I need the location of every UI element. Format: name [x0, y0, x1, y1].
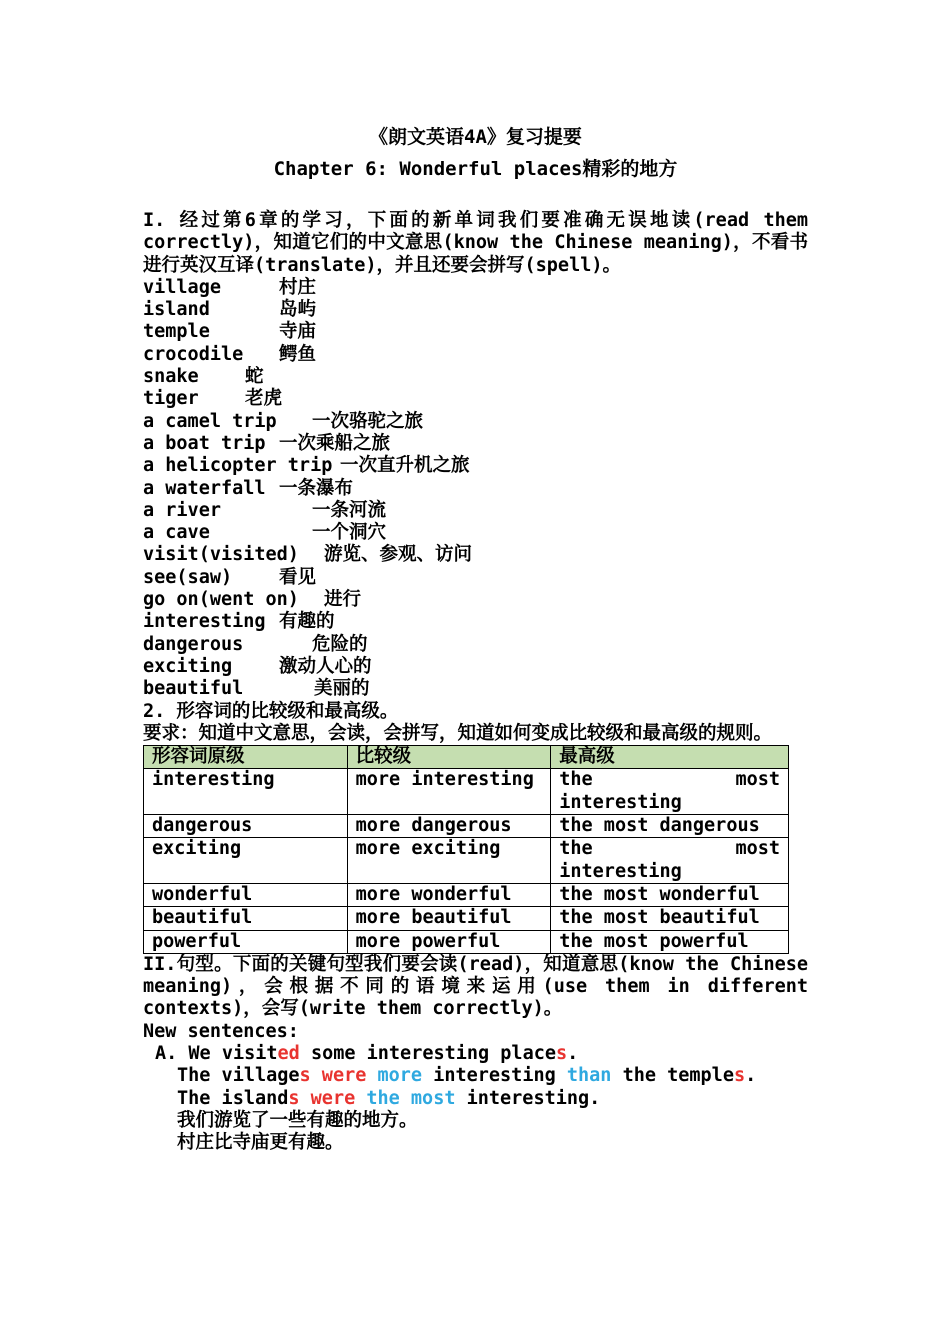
list-item: a boat trip 一次乘船之旅 [143, 432, 391, 454]
table-cell: more wonderful [347, 883, 551, 906]
sentence-superlative: The islands were the most interesting. [177, 1087, 601, 1109]
table-cell: the most dangerous [551, 815, 789, 838]
table-cell: powerful [144, 930, 348, 953]
list-item: interesting 有趣的 [143, 611, 335, 633]
table-row [144, 838, 789, 884]
vocab-list [143, 277, 808, 701]
list-item: dangerous 危险的 [143, 633, 368, 655]
table-cell: more dangerous [347, 815, 551, 838]
list-item: snake 蛇 [143, 366, 264, 388]
table-cell: the most interesting [551, 838, 789, 884]
table-header-row [144, 746, 789, 769]
table-cell: the most powerful [551, 930, 789, 953]
table-cell: more exciting [347, 838, 551, 884]
sentence-comparative: The villages were more interesting than the temples. [177, 1065, 757, 1087]
sentence-translation-2: 村庄比寺庙更有趣。 [177, 1132, 344, 1154]
page-subtitle: Chapter 6: Wonderful places精彩的地方 [273, 158, 678, 180]
table-cell: the most beautiful [551, 907, 789, 930]
table-cell: the most wonderful [551, 883, 789, 906]
table-row [144, 907, 789, 930]
list-item: visit(visited) 游览、参观、访问 [143, 544, 473, 566]
table-cell: exciting [144, 838, 348, 884]
list-item: a helicopter trip 一次直升机之旅 [143, 455, 470, 477]
table-header: 比较级 [347, 746, 551, 769]
sentence-a: A. We visited some interesting places. [155, 1042, 579, 1064]
list-item: tiger 老虎 [143, 388, 283, 410]
table-header: 最高级 [551, 746, 789, 769]
table-cell: dangerous [144, 815, 348, 838]
list-item: beautiful 美丽的 [143, 678, 370, 700]
section2-heading: 2. 形容词的比较级和最高级。 [143, 700, 399, 722]
list-item: a cave 一个洞穴 [143, 522, 387, 544]
table-cell: interesting [144, 769, 348, 815]
section1-intro: I. 经过第6章的学习，下面的新单词我们要准确无误地读(read them correctly)，知道它们的中文意思(know the Chinese meaning)，不看书进行英汉互译(translate)，并且还要会拼写(spell)。 [143, 210, 808, 276]
list-item: crocodile 鳄鱼 [143, 343, 317, 365]
list-item: see(saw) 看见 [143, 566, 317, 588]
table-cell: more powerful [347, 930, 551, 953]
adjective-table [143, 745, 789, 954]
table-cell: wonderful [144, 883, 348, 906]
table-cell: the most interesting [551, 769, 789, 815]
section2-requirement: 要求：知道中文意思，会读，会拼写，知道如何变成比较级和最高级的规则。 [143, 722, 773, 744]
table-row [144, 815, 789, 838]
table-header: 形容词原级 [144, 746, 348, 769]
list-item: exciting 激动人心的 [143, 655, 372, 677]
page-title: 《朗文英语4A》复习提要 [369, 126, 582, 148]
list-item: go on(went on) 进行 [143, 589, 362, 611]
list-item: temple 寺庙 [143, 321, 317, 343]
list-item: island 岛屿 [143, 299, 317, 321]
list-item: village 村庄 [143, 276, 317, 298]
new-sentences-label: New sentences: [143, 1020, 299, 1042]
document-page [143, 120, 808, 1154]
list-item: a river 一条河流 [143, 499, 387, 521]
table-cell: more interesting [347, 769, 551, 815]
list-item: a camel trip 一次骆驼之旅 [143, 410, 424, 432]
table-cell: more beautiful [347, 907, 551, 930]
list-item: a waterfall 一条瀑布 [143, 477, 354, 499]
sentence-translation-1: 我们游览了一些有趣的地方。 [177, 1109, 418, 1131]
section3-intro: II.句型。下面的关键句型我们要会读(read)，知道意思(know the Chinese meaning)，会根据不同的语境来运用(use them in different contexts)，会写(write them correctly)。 [143, 953, 808, 1020]
table-row [144, 769, 789, 815]
table-cell: beautiful [144, 907, 348, 930]
table-row [144, 930, 789, 953]
table-row [144, 883, 789, 906]
